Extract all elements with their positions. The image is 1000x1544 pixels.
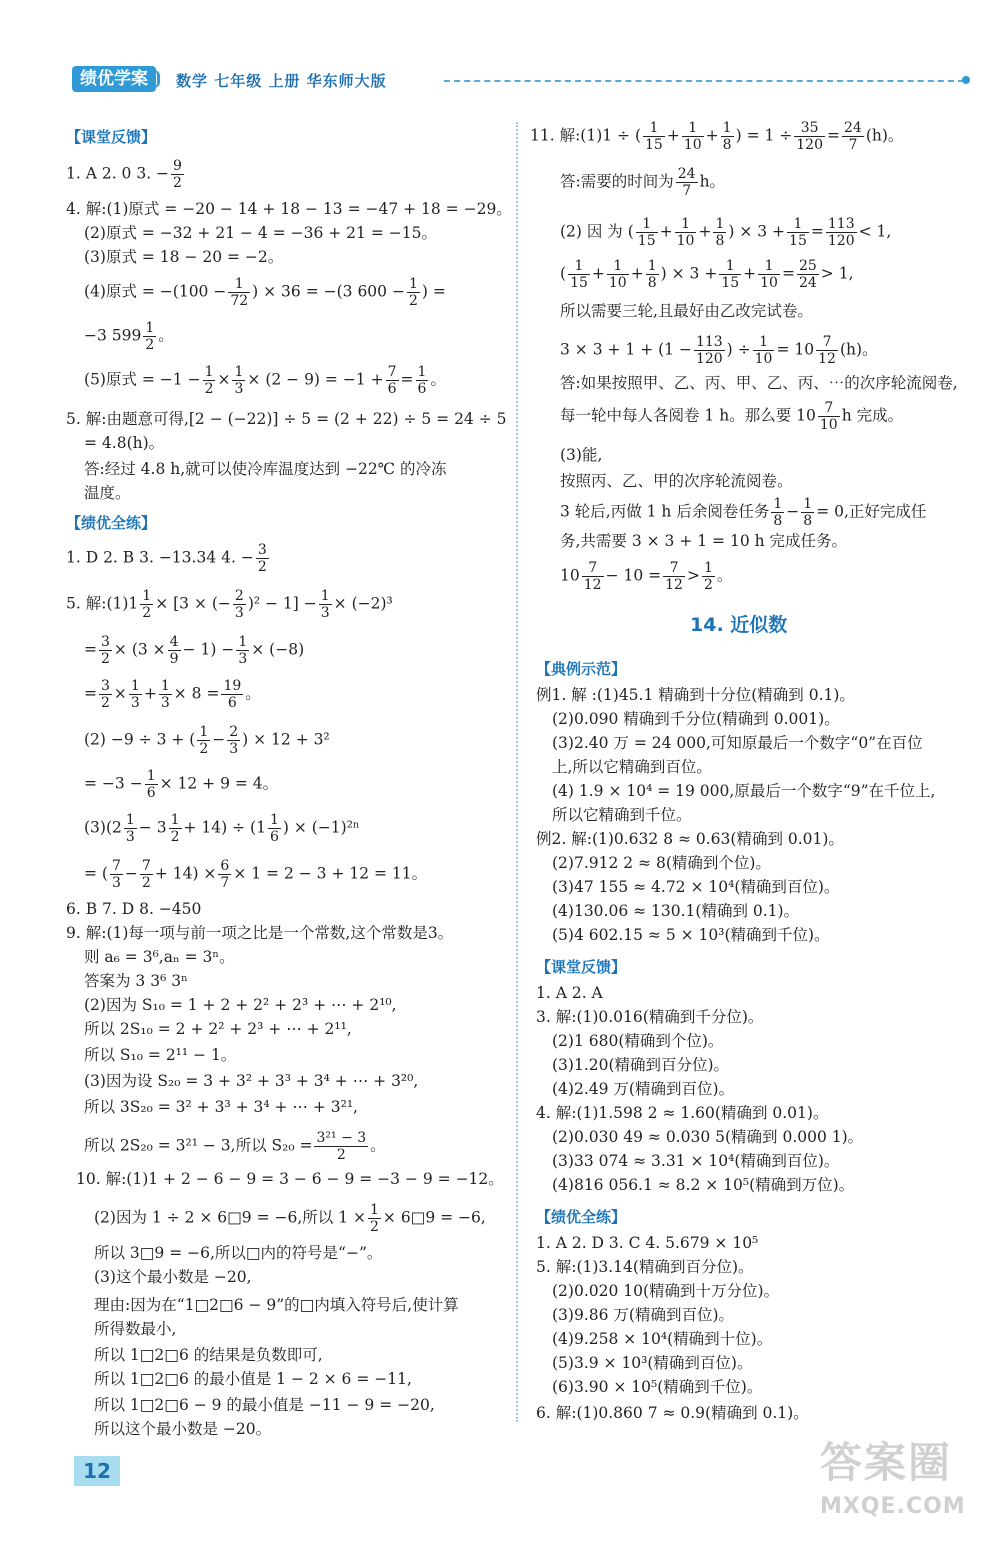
answer-line: 4. 解:(1)1.598 2 ≈ 1.60(精确到 0.01)。 <box>536 1104 829 1122</box>
answer-line: (2)因为 S₁₀ = 1 + 2 + 2² + 2³ + ⋯ + 2¹⁰, <box>84 996 397 1014</box>
answer-line: 务,共需要 3 × 3 + 1 = 10 h 完成任务。 <box>560 532 848 550</box>
answer-line: 所以 1□2□6 的结果是负数即可, <box>94 1346 323 1364</box>
answer-line: (3)(2 $\frac{1}{3}$ − 3 $\frac{1}{2}$ + 14) ÷ (1 $\frac{1}{6}$ ) × (−1)²ⁿ <box>84 812 360 846</box>
section-heading: 【绩优全练】 <box>66 514 157 532</box>
answer-line: 答:经过 4.8 h,就可以使冷库温度达到 −22℃ 的冷冻 <box>84 460 447 478</box>
answer-line: (5)3.9 × 10³(精确到百位)。 <box>552 1354 753 1372</box>
answer-line: 3 轮后,丙做 1 h 后余阅卷任务 $\frac{1}{8}$ − $\frac{1}{8}$ = 0,正好完成任 <box>560 496 927 530</box>
answer-line: (3)2.40 万 = 24 000,可知原最后一个数字“0”在百位 <box>552 734 923 752</box>
answer-line: (2)0.090 精确到千分位(精确到 0.001)。 <box>552 710 840 728</box>
section-heading: 【绩优全练】 <box>536 1208 627 1226</box>
answer-line: (2)0.030 49 ≈ 0.030 5(精确到 0.000 1)。 <box>552 1128 864 1146</box>
answer-line: 5. 解:(1)1 $\frac{1}{2}$ × [3 × (− $\frac{2}{3}$ )² − 1] − $\frac{1}{3}$ × (−2)³ <box>66 588 393 622</box>
header-dot-end <box>962 76 970 84</box>
answer-line: 6. 解:(1)0.860 7 ≈ 0.9(精确到 0.1)。 <box>536 1404 809 1422</box>
answer-line: (3)原式 = 18 − 20 = −2。 <box>84 248 284 266</box>
answer-line: = $\frac{3}{2}$ × $\frac{1}{3}$ + $\frac{1}{3}$ × 8 = $\frac{19}{6}$ 。 <box>84 678 261 712</box>
answer-line: = −3 − $\frac{1}{6}$ × 12 + 9 = 4。 <box>84 768 279 802</box>
answer-line: (4)130.06 ≈ 130.1(精确到 0.1)。 <box>552 902 800 920</box>
answer-line: (2)0.020 10(精确到十万分位)。 <box>552 1282 780 1300</box>
answer-line: 9. 解:(1)每一项与前一项之比是一个常数,这个常数是3。 <box>66 924 454 942</box>
watermark-logo <box>820 1430 966 1519</box>
answer-line: 1. D 2. B 3. −13.34 4. − $\frac{3}{2}$ <box>66 542 267 576</box>
answer-line: 10 $\frac{7}{12}$ − 10 = $\frac{7}{12}$ > $\frac{1}{2}$ 。 <box>560 560 733 594</box>
answer-line: 所以 1□2□6 − 9 的最小值是 −11 − 9 = −20, <box>94 1396 435 1414</box>
answer-line: 上,所以它精确到百位。 <box>552 758 712 776</box>
answer-line: 11. 解:(1)1 ÷ ( $\frac{1}{15}$ + $\frac{1}{10}$ + $\frac{1}{8}$ ) = 1 ÷ $\frac{35}{120}$ = $\frac{24}{7}$ (h)。 <box>530 120 904 154</box>
answer-line: 温度。 <box>84 484 131 502</box>
answer-line: (3)因为设 S₂₀ = 3 + 3² + 3³ + 3⁴ + ⋯ + 3²⁰, <box>84 1072 419 1090</box>
section-heading: 【课堂反馈】 <box>536 958 627 976</box>
answer-line: 所以 2S₁₀ = 2 + 2² + 2³ + ⋯ + 2¹¹, <box>84 1020 352 1038</box>
answer-line: 按照丙、乙、甲的次序轮流阅卷。 <box>560 472 793 490</box>
answer-line: 所以 3S₂₀ = 3² + 3³ + 3⁴ + ⋯ + 3²¹, <box>84 1098 358 1116</box>
answer-line: (3)1.20(精确到百分位)。 <box>552 1056 730 1074</box>
answer-line: = ( $\frac{7}{3}$ − $\frac{7}{2}$ + 14) × $\frac{6}{7}$ × 1 = 2 − 3 + 12 = 11。 <box>84 858 428 892</box>
answer-line: 答案为 3 3⁶ 3ⁿ <box>84 972 188 990</box>
answer-line: (4)原式 = −(100 − $\frac{1}{72}$ ) × 36 = −(3 600 − $\frac{1}{2}$ ) = <box>84 276 446 310</box>
subject-title: 数学 七年级 上册 华东师大版 <box>176 72 387 90</box>
answer-line: (2) 因 为 ( $\frac{1}{15}$ + $\frac{1}{10}$ + $\frac{1}{8}$ ) × 3 + $\frac{1}{15}$ = $\frac{113}{120}$ < 1, <box>560 216 892 250</box>
section-heading: 【典例示范】 <box>536 660 627 678</box>
brand-badge: 绩优学案 <box>72 66 156 92</box>
answer-line: (3)这个最小数是 −20, <box>94 1268 252 1286</box>
answer-line: 例1. 解 :(1)45.1 精确到十分位(精确到 0.1)。 <box>536 686 855 704</box>
answer-line: 所以它精确到千位。 <box>552 806 692 824</box>
answer-line: 1. A 2. D 3. C 4. 5.679 × 10⁵ <box>536 1234 759 1252</box>
answer-line: 答:需要的时间为 $\frac{24}{7}$ h。 <box>560 166 726 200</box>
answer-line: 5. 解:由题意可得,[2 − (−22)] ÷ 5 = (2 + 22) ÷ 5 = 24 ÷ 5 <box>66 410 507 428</box>
watermark-text: 答案圈 <box>820 1438 953 1487</box>
answer-line: 所以 2S₂₀ = 3²¹ − 3,所以 S₂₀ = $\frac{\text{3²¹ − 3}}{2}$ 。 <box>84 1130 386 1164</box>
header-dotted-rule <box>444 80 964 82</box>
answer-line: (2)7.912 2 ≈ 8(精确到个位)。 <box>552 854 771 872</box>
answer-line: 理由:因为在“1□2□6 − 9”的□内填入符号后,使计算 <box>94 1296 459 1314</box>
answer-line: 所以 1□2□6 的最小值是 1 − 2 × 6 = −11, <box>94 1370 412 1388</box>
section-title: 14. 近似数 <box>690 614 788 636</box>
answer-line: (2)原式 = −32 + 21 − 4 = −36 + 21 = −15。 <box>84 224 437 242</box>
answer-line: 3 × 3 + 1 + (1 − $\frac{113}{120}$ ) ÷ $\frac{1}{10}$ = 10 $\frac{7}{12}$ (h)。 <box>560 334 878 368</box>
answer-line: 6. B 7. D 8. −450 <box>66 900 202 918</box>
answer-line: 1. A 2. 0 3. − $\frac{9}{2}$ <box>66 158 182 192</box>
page-number: 12 <box>74 1456 120 1486</box>
answer-line: 每一轮中每人各阅卷 1 h。那么要 10 $\frac{7}{10}$ h 完成。 <box>560 400 904 434</box>
answer-line: −3 599 $\frac{1}{2}$ 。 <box>84 320 174 354</box>
answer-line: (3)能, <box>560 446 603 464</box>
answer-line: 3. 解:(1)0.016(精确到千分位)。 <box>536 1008 764 1026</box>
answer-line: 例2. 解:(1)0.632 8 ≈ 0.63(精确到 0.01)。 <box>536 830 844 848</box>
answer-line: 所以 3□9 = −6,所以□内的符号是“−”。 <box>94 1244 383 1262</box>
page-header <box>72 62 972 98</box>
answer-line: 10. 解:(1)1 + 2 − 6 − 9 = 3 − 6 − 9 = −3 − 9 = −12。 <box>76 1170 504 1188</box>
answer-line: ( $\frac{1}{15}$ + $\frac{1}{10}$ + $\frac{1}{8}$ ) × 3 + $\frac{1}{15}$ + $\frac{1}{10}$ = $\frac{25}{24}$ > 1, <box>560 258 854 292</box>
answer-line: 所以 S₁₀ = 2¹¹ − 1。 <box>84 1046 237 1064</box>
answer-line: 1. A 2. A <box>536 984 603 1002</box>
answer-line: 4. 解:(1)原式 = −20 − 14 + 18 − 13 = −47 + 18 = −29。 <box>66 200 512 218</box>
answer-line: 5. 解:(1)3.14(精确到百分位)。 <box>536 1258 754 1276</box>
answer-line: (5)原式 = −1 − $\frac{1}{2}$ × $\frac{1}{3}$ × (2 − 9) = −1 + $\frac{7}{6}$ = $\frac{1}{6}$ 。 <box>84 364 446 398</box>
answer-line: (3)9.86 万(精确到百位)。 <box>552 1306 734 1324</box>
answer-line: 答:如果按照甲、乙、丙、甲、乙、丙、⋯的次序轮流阅卷, <box>560 374 958 392</box>
answer-line: (4)9.258 × 10⁴(精确到十位)。 <box>552 1330 773 1348</box>
section-heading: 【课堂反馈】 <box>66 128 157 146</box>
answer-line: = $\frac{3}{2}$ × (3 × $\frac{4}{9}$ − 1) − $\frac{1}{3}$ × (−8) <box>84 634 305 668</box>
answer-line: 所以这个最小数是 −20。 <box>94 1420 272 1438</box>
answer-line: (2) −9 ÷ 3 + ( $\frac{1}{2}$ − $\frac{2}{3}$ ) × 12 + 3² <box>84 724 330 758</box>
answer-line: 所得数最小, <box>94 1320 177 1338</box>
answer-line: (5)4 602.15 ≈ 5 × 10³(精确到千位)。 <box>552 926 830 944</box>
answer-line: (2)1 680(精确到个位)。 <box>552 1032 724 1050</box>
answer-line: (3)33 074 ≈ 3.31 × 10⁴(精确到百位)。 <box>552 1152 840 1170</box>
answer-line: (4)2.49 万(精确到百位)。 <box>552 1080 734 1098</box>
answer-line: 则 a₆ = 3⁶,aₙ = 3ⁿ。 <box>84 948 235 966</box>
answer-line: (6)3.90 × 10⁵(精确到千位)。 <box>552 1378 763 1396</box>
column-divider <box>516 122 518 1422</box>
answer-line: (2)因为 1 ÷ 2 × 6□9 = −6,所以 1 × $\frac{1}{2}$ × 6□9 = −6, <box>94 1202 486 1236</box>
answer-line: 所以需要三轮,且最好由乙改完试卷。 <box>560 302 813 320</box>
watermark-url: MXQE.COM <box>820 1494 966 1519</box>
answer-line: = 4.8(h)。 <box>84 434 165 452</box>
answer-line: (4) 1.9 × 10⁴ = 19 000,原最后一个数字“9”在千位上, <box>552 782 936 800</box>
answer-line: (4)816 056.1 ≈ 8.2 × 10⁵(精确到万位)。 <box>552 1176 855 1194</box>
answer-line: (3)47 155 ≈ 4.72 × 10⁴(精确到百位)。 <box>552 878 840 896</box>
